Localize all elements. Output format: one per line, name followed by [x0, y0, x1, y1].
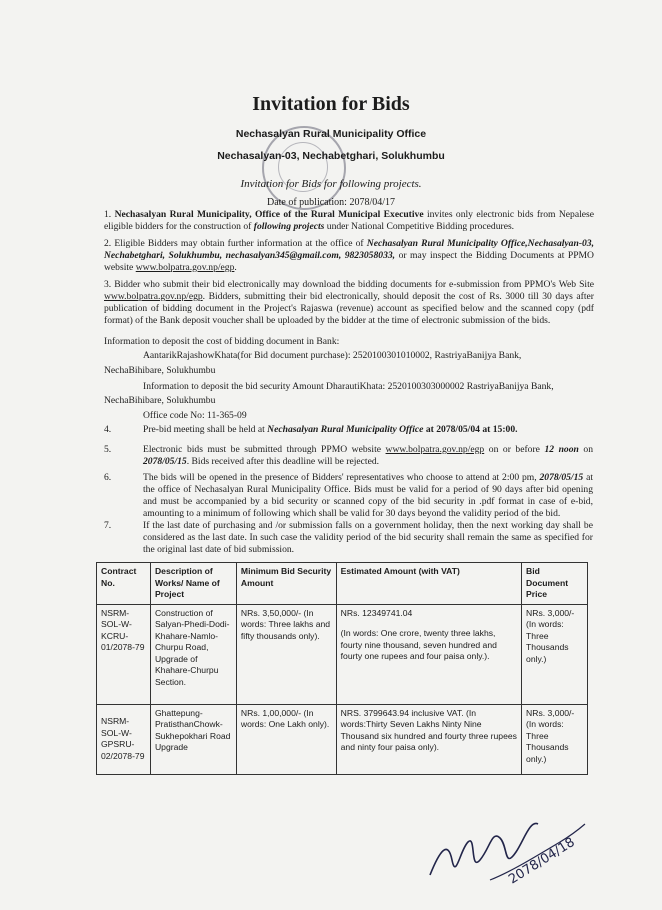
paragraph-7: If the last date of purchasing and /or submission falls on a government holiday, then the next working day shall be considered as the last date. In such case the validity period of the bid security shall remain the same as specified for the original last date of bid submission.: [143, 520, 593, 555]
paragraph-2: 2. Eligible Bidders may obtain further information at the office of Nechasalyan Rural Municipality Office,Nechasalyan-03, Nechabetghari, Solukhumbu, nechasalyan345@gmail.com, 9823058033, or may inspect the Bidding Documents at PPMO website www.bolpatra.gov.np/egp.: [104, 238, 595, 273]
bank-info-label: Information to deposit the cost of bidding document in Bank:: [104, 336, 340, 347]
paragraph-1: 1. Nechasalyan Rural Municipality, Office of the Rural Municipal Executive invites only electronic bids from Nepalese eligible bidders for the construction of following projects under National Competitive Bidding procedures.: [104, 209, 594, 232]
contract-cell: NSRM-SOL-W-KCRU-01/2078-79: [97, 604, 151, 704]
column-header: Estimated Amount (with VAT): [336, 563, 521, 605]
estimate-cell: [336, 604, 521, 704]
table-header-row: [97, 563, 588, 605]
signature-date: 2078/04/18: [506, 834, 578, 888]
contract-cell: NSRM-SOL-W-GPSRU-02/2078-79: [97, 704, 151, 774]
description-cell: Construction of Salyan-Phedi-Dodi-Khahare-Namlo-Churpu Road, Upgrade of Khahare-Churpu Section.: [150, 604, 236, 704]
paragraph-3: 3. Bidder who submit their bid electronically may download the bidding documents for e-submission from PPMO's Web Site www.bolpatra.gov.np/egp. Bidders, submitting their bid electronically, should deposit the cost of Rs. 3000 till 30 days after publication of bidding document in the Project's Rajaswa (revenue) account as specified below and the scanned copy (pdf format) of the Bank deposit voucher shall be uploaded by the bidder at the time of electronic submission of the bids.: [104, 279, 594, 326]
para-number: 5.: [104, 444, 112, 455]
ppmo-link[interactable]: www.bolpatra.gov.np/egp: [135, 262, 235, 273]
security-cell: NRs. 1,00,000/- (In words: One Lakh only).: [236, 704, 336, 774]
price-cell: NRs. 3,000/- (In words: Three Thousands only.): [522, 704, 588, 774]
column-header: Description of Works/ Name of Project: [150, 563, 236, 605]
para-number: 4.: [104, 424, 112, 435]
signature-image: [420, 780, 590, 890]
bank-info-2b: NechaBihibare, Solukhumbu: [104, 395, 216, 406]
price-cell: NRs. 3,000/- (In words: Three Thousands only.): [522, 604, 588, 704]
para-1-bold: Nechasalyan Rural Municipality, Office of the Rural Municipal Executive: [114, 209, 424, 220]
office-code: Office code No: 11-365-09: [143, 410, 247, 421]
security-cell: NRs. 3,50,000/- (In words: Three lakhs and fifty thousands only).: [236, 604, 336, 704]
table-row: [97, 704, 588, 774]
ppmo-link[interactable]: www.bolpatra.gov.np/egp: [104, 291, 203, 302]
description-cell: Ghattepung-PratisthanChowk-Sukhepokhari Road Upgrade: [150, 704, 236, 774]
bank-info-2: Information to deposit the bid security Amount DharautiKhata: 2520100303000002 RastriyaBanijya Bank,: [143, 381, 554, 392]
column-header: Bid Document Price: [522, 563, 588, 605]
estimate-cell: NRS. 3799643.94 inclusive VAT. (In words:Thirty Seven Lakhs Ninty Nine Thousand six hundred and fourty three rupees and ninty four paisa only).: [336, 704, 521, 774]
para-number: 6.: [104, 472, 112, 483]
ppmo-link[interactable]: www.bolpatra.gov.np/egp: [385, 444, 485, 455]
office-address: Nechasalyan-03, Nechabetghari, Solukhumbu: [217, 150, 445, 162]
publication-date: Date of publication: 2078/04/17: [266, 197, 396, 208]
estimate-words: (In words: One crore, twenty three lakhs, fourty nine thousand, seven hundred and fourty one rupees and four paisa only.).: [340, 628, 497, 661]
bid-table: [96, 562, 588, 775]
paragraph-6: The bids will be opened in the presence of Bidders' representatives who choose to attend at 2:00 pm, 2078/05/15 at the office of Nechasalyan Rural Municipality Office. Bids must be valid for a period of 90 days after bid opening and must be accompanied by a bid security or scanned copy of the bid security in .pdf format in case of e-bid, amounting to a minimum of following which shall be valid for 30 days beyond the validity period of the bid.: [143, 472, 593, 519]
estimate-amount: NRs. 12349741.04: [340, 607, 413, 618]
column-header: Minimum Bid Security Amount: [236, 563, 336, 605]
para-number: 7.: [104, 520, 112, 531]
bank-info-1: AantarikRajashowKhata(for Bid document purchase): 2520100301010002, RastriyaBanijya Bank,: [143, 350, 522, 361]
para-number: 1.: [104, 209, 112, 220]
paragraph-4: Pre-bid meeting shall be held at Nechasalyan Rural Municipality Office at 2078/05/04 at 15:00.: [143, 424, 518, 435]
table-row: [97, 604, 588, 704]
column-header: Contract No.: [97, 563, 151, 605]
office-name: Nechasalyan Rural Municipality Office: [235, 128, 427, 140]
bank-info-1b: NechaBihibare, Solukhumbu: [104, 365, 216, 376]
document-title: Invitation for Bids: [252, 93, 410, 115]
invitation-line: Invitation for Bids for following projects.: [240, 178, 422, 190]
paragraph-5: Electronic bids must be submitted through PPMO website www.bolpatra.gov.np/egp on or before 12 noon on 2078/05/15. Bids received after this deadline will be rejected.: [143, 444, 594, 467]
